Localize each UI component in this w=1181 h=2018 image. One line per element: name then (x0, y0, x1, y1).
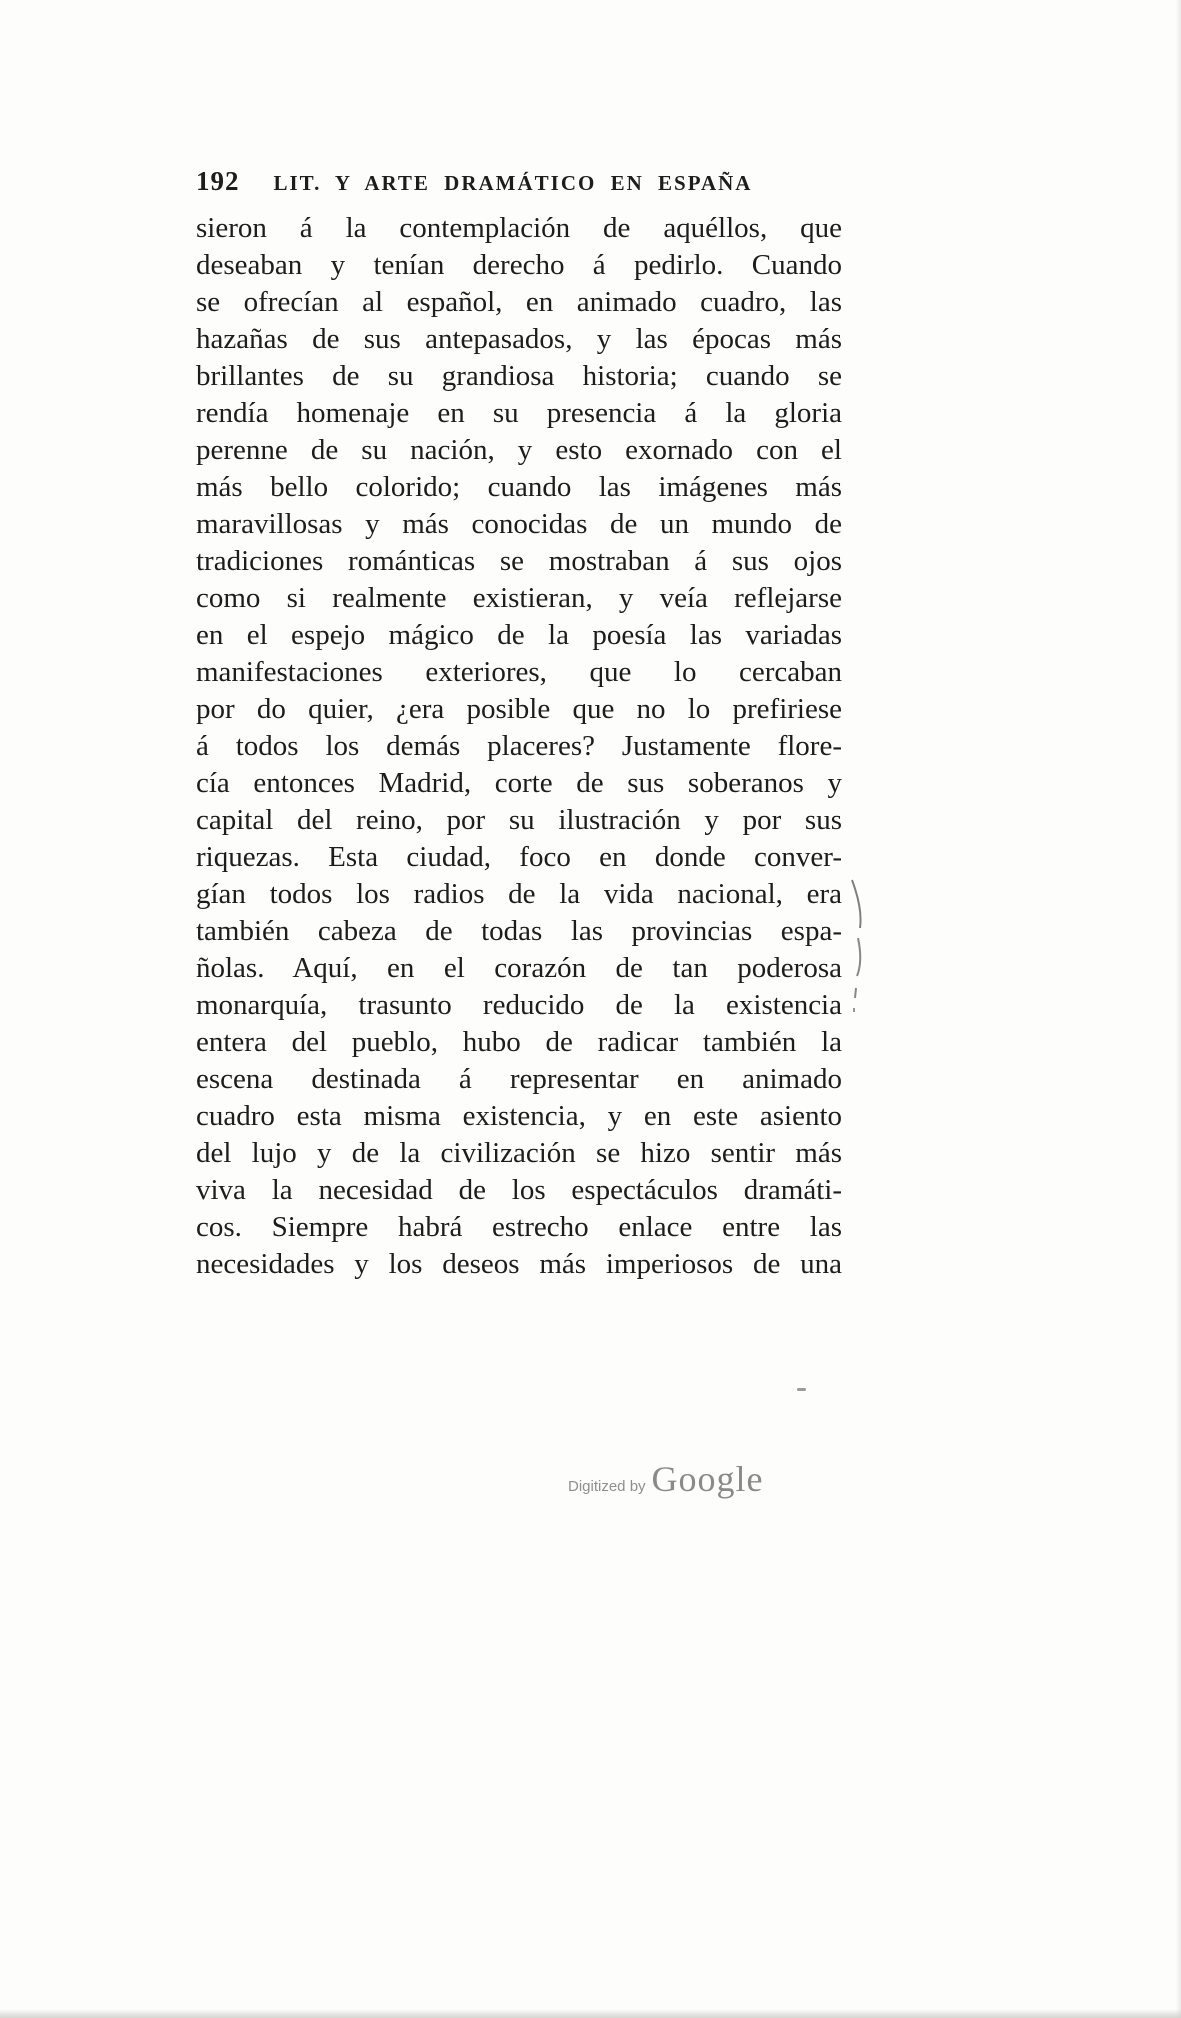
text-line: se ofrecían al español, en animado cuadro, las (196, 286, 842, 318)
text-line: necesidades y los deseos más imperiosos de una (196, 1248, 842, 1280)
body-text (196, 210, 842, 1283)
page-number: 192 (196, 166, 240, 196)
text-line: escena destinada á representar en animado (196, 1063, 842, 1095)
text-line: perenne de su nación, y esto exornado con el (196, 434, 842, 466)
scan-artifact-dash (797, 1388, 806, 1391)
text-line: á todos los demás placeres? Justamente flore- (196, 730, 842, 762)
text-line: deseaban y tenían derecho á pedirlo. Cuando (196, 249, 842, 281)
text-line: por do quier, ¿era posible que no lo prefiriese (196, 693, 842, 725)
text-line: entera del pueblo, hubo de radicar también la (196, 1026, 842, 1058)
text-line: rendía homenaje en su presencia á la gloria (196, 397, 842, 429)
digitized-by-label: Digitized by (568, 1478, 646, 1495)
text-line: tradiciones románticas se mostraban á sus ojos (196, 545, 842, 577)
text-line: brillantes de su grandiosa historia; cuando se (196, 360, 842, 392)
page-header (196, 166, 856, 197)
text-line: cuadro esta misma existencia, y en este asiento (196, 1100, 842, 1132)
text-line: viva la necesidad de los espectáculos dramáti- (196, 1174, 842, 1206)
text-line: monarquía, trasunto reducido de la existencia (196, 989, 842, 1021)
text-line: manifestaciones exteriores, que lo cercaban (196, 656, 842, 688)
text-line: sieron á la contemplación de aquéllos, que (196, 212, 842, 244)
text-line: también cabeza de todas las provincias espa- (196, 915, 842, 947)
text-line: riquezas. Esta ciudad, foco en donde conver- (196, 841, 842, 873)
text-line: como si realmente existieran, y veía reflejarse (196, 582, 842, 614)
text-line: cía entonces Madrid, corte de sus soberanos y (196, 767, 842, 799)
text-line: gían todos los radios de la vida nacional, era (196, 878, 842, 910)
running-title: LIT. Y ARTE DRAMÁTICO EN ESPAÑA (273, 171, 753, 195)
text-line: capital del reino, por su ilustración y por sus (196, 804, 842, 836)
text-line: más bello colorido; cuando las imágenes más (196, 471, 842, 503)
text-line: cos. Siempre habrá estrecho enlace entre las (196, 1211, 842, 1243)
google-watermark (568, 1458, 764, 1500)
google-logo: Google (651, 1459, 764, 1499)
text-line: ñolas. Aquí, en el corazón de tan poderosa (196, 952, 842, 984)
scan-edge-right (1176, 0, 1181, 2018)
scan-edge-bottom (0, 2009, 1181, 2018)
text-line: hazañas de sus antepasados, y las épocas más (196, 323, 842, 355)
text-line: del lujo y de la civilización se hizo sentir más (196, 1137, 842, 1169)
text-line: maravillosas y más conocidas de un mundo de (196, 508, 842, 540)
text-line: en el espejo mágico de la poesía las variadas (196, 619, 842, 651)
